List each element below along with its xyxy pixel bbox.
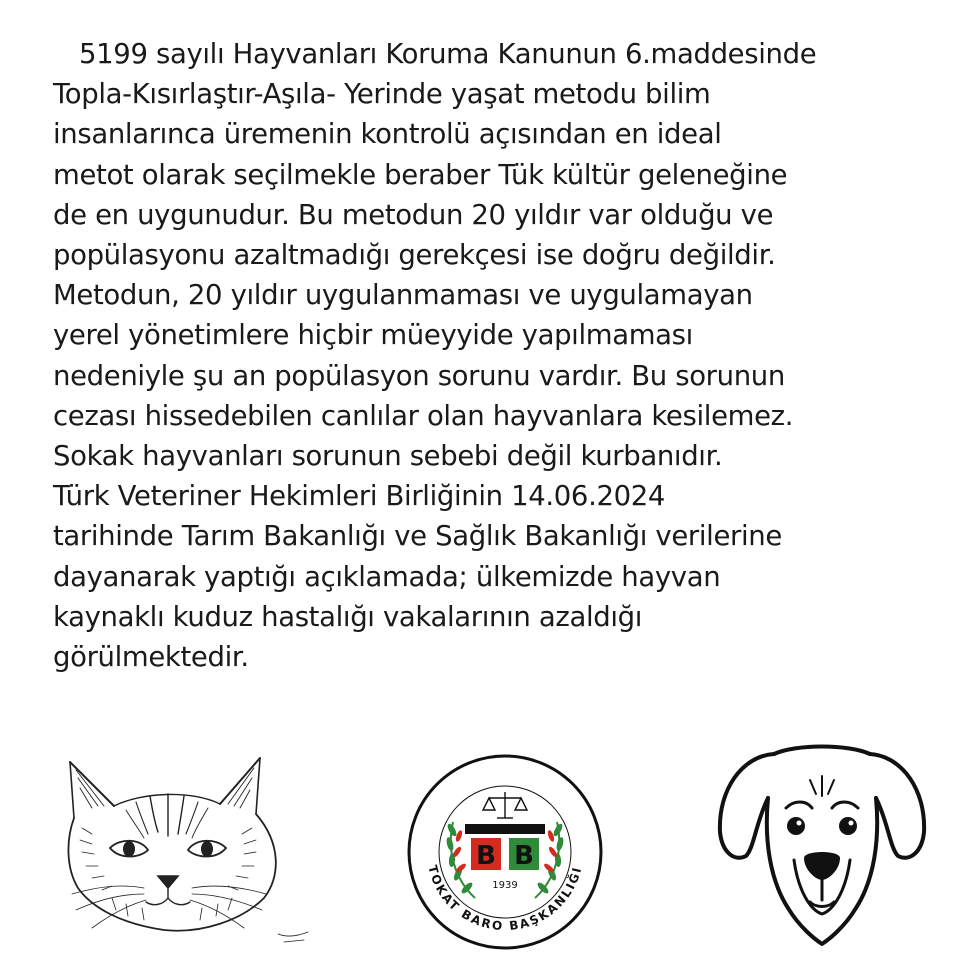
logo-year: 1939 — [492, 880, 518, 891]
bar-association-logo — [405, 752, 605, 952]
article-text — [53, 34, 933, 677]
text-line: 5199 sayılı Hayvanları Koruma Kanunun 6.maddesinde — [79, 38, 817, 70]
logo-letter-right: B — [514, 841, 534, 871]
text-line: nedeniyle şu an popülasyon sorunu vardır. Bu sorunun — [53, 359, 785, 392]
text-line: cezası hissedebilen canlılar olan hayvanlara kesilemez. — [53, 399, 794, 432]
text-line: popülasyonu azaltmadığı gerekçesi ise doğru değildir. — [53, 239, 776, 272]
text-line: Metodun, 20 yıldır uygulanmaması ve uygulamayan — [53, 279, 753, 312]
text-line: yerel yönetimlere hiçbir müeyyide yapılmaması — [53, 319, 693, 352]
text-line: Türk Veteriner Hekimleri Birliğinin 14.06.2024 — [53, 480, 666, 513]
text-line: kaynaklı kuduz hastalığı vakalarının azaldığı — [53, 600, 643, 633]
text-line: Sokak hayvanları sorunun sebebi değil kurbanıdır. — [53, 440, 723, 473]
text-line: metot olarak seçilmekle beraber Tük kültür geleneğine — [53, 158, 788, 191]
logo-emblem — [405, 752, 605, 952]
text-line: insanlarınca üremenin kontrolü açısından en ideal — [53, 118, 722, 151]
text-line: görülmektedir. — [53, 641, 249, 674]
dog-face-icon — [712, 740, 932, 950]
text-line: tarihinde Tarım Bakanlığı ve Sağlık Bakanlığı verilerine — [53, 520, 782, 553]
text-line: de en uygunudur. Bu metodun 20 yıldır var olduğu ve — [53, 198, 774, 231]
cat-sketch-icon — [52, 748, 314, 948]
illustration-row — [0, 740, 980, 970]
text-line: Topla-Kısırlaştır-Aşıla- Yerinde yaşat metodu bilim — [53, 78, 711, 111]
logo-ring-text: TOKAT BARO BAŞKANLIĞI — [425, 863, 585, 934]
text-line: dayanarak yaptığı açıklamada; ülkemizde hayvan — [53, 560, 721, 593]
logo-letter-left: B — [476, 841, 496, 871]
